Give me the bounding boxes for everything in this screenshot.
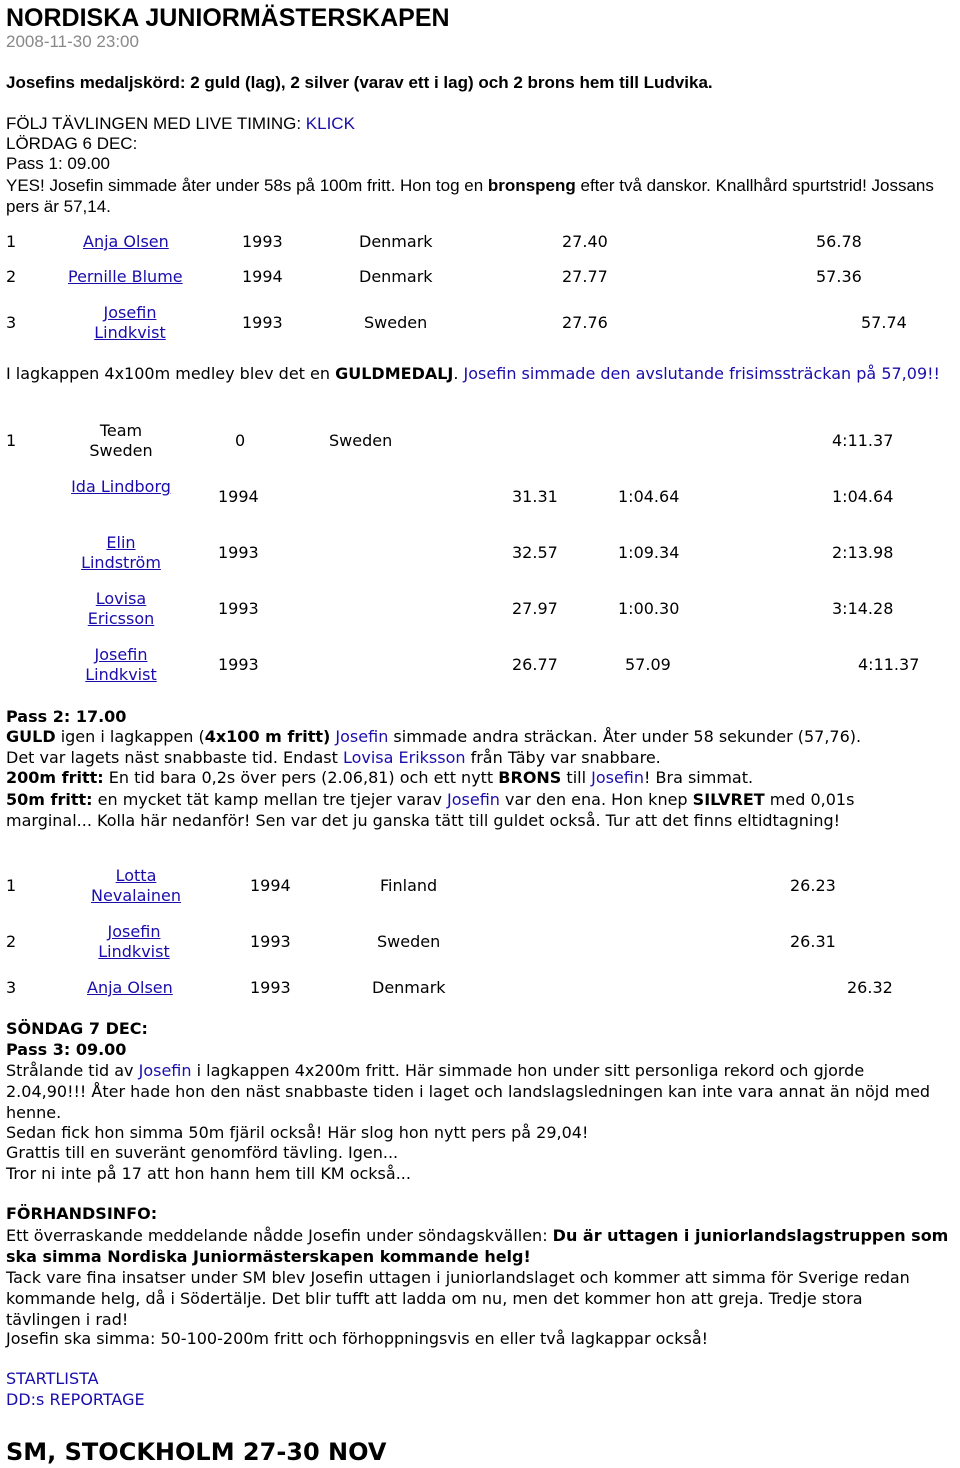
total-time: 4:11.37 (858, 655, 920, 674)
country: Denmark (359, 232, 433, 251)
country: Finland (380, 876, 438, 895)
text: i lagkappen 4x200m fritt. Här simmade hon under sitt personliga rekord och gjorde 2.04,90!!! Åter hade hon den näst snabbaste tiden i laget och landslagsledningen kan inte vara annat än nöjd med henne. (6, 1061, 931, 1122)
text: till (561, 768, 592, 787)
page-title: NORDISKA JUNIORMÄSTERSKAPEN (6, 4, 450, 32)
total-time: 3:14.28 (832, 599, 894, 618)
pass1-text-bold: bronspeng (487, 176, 576, 195)
leg-time: 1:09.34 (618, 543, 680, 562)
medal-summary: Josefins medaljskörd: 2 guld (lag), 2 silver (varav ett i lag) och 2 brons hem till Ludvika. (6, 73, 713, 92)
live-timing-label: FÖLJ TÄVLINGEN MED LIVE TIMING: (6, 114, 306, 133)
swimmer-link[interactable]: Lovisa Ericsson (87, 589, 155, 628)
time: 26.31 (790, 932, 836, 951)
time: 26.23 (790, 876, 836, 895)
swimmer-link[interactable]: Anja Olsen (87, 978, 173, 997)
event-label: 200m fritt: (6, 768, 104, 787)
gold-label: GULD (6, 727, 56, 746)
info-para2: Tack vare fina insatser under SM blev Josefin uttagen i juniorlandslaget och kommer att simma för Sverige redan kommande helg, då i Södertälje. Det blir tufft att ladda om nu, men det kommer hon att greja. Tredje stora tävlingen i rad! (6, 1268, 910, 1329)
josefin-link[interactable]: Josefin (447, 790, 500, 809)
leg-time: 1:04.64 (618, 487, 680, 506)
pass1-text-a: YES! Josefin simmade åter under 58s på 100m fritt. Hon tog en (6, 176, 488, 195)
text: var den ena. Hon knep (499, 790, 693, 809)
pass3-heading: Pass 3: 09.00 (6, 1040, 127, 1059)
swimmer-link[interactable]: Ida Lindborg (71, 477, 171, 496)
swimmer-link[interactable]: Anja Olsen (83, 232, 169, 251)
split: 27.40 (562, 232, 608, 251)
bronze-label: BRONS (498, 768, 562, 787)
year: 1993 (218, 599, 259, 618)
year: 1993 (218, 655, 259, 674)
country: Denmark (359, 267, 433, 286)
info-para3: Josefin ska simma: 50-100-200m fritt och förhoppningsvis en eller två lagkappar också! (6, 1329, 709, 1348)
lovisa-link[interactable]: Lovisa Eriksson (342, 748, 466, 767)
year: 1993 (250, 932, 291, 951)
split: 27.97 (512, 599, 558, 618)
total-time: 1:04.64 (832, 487, 894, 506)
split: 31.31 (512, 487, 558, 506)
year: 1993 (242, 313, 283, 332)
josefin-link[interactable]: Josefin (591, 768, 645, 787)
relay1-text-b: . (453, 364, 464, 383)
josefin-link[interactable]: Josefin (335, 727, 389, 746)
pass1-text (6, 175, 936, 217)
text: Strålande tid av (6, 1061, 139, 1080)
team-name: Team Sweden (89, 421, 153, 460)
country: Sweden (364, 313, 428, 332)
event-label: 4x100 m fritt) (204, 727, 331, 746)
swimmer-link[interactable]: Josefin Lindkvist (85, 645, 157, 684)
text: ! Bra simmat. (644, 768, 754, 787)
split: 26.77 (512, 655, 558, 674)
swimmer-link[interactable]: Josefin Lindkvist (98, 922, 170, 961)
country: Sweden (377, 932, 441, 951)
swimmer-link[interactable]: Elin Lindström (81, 533, 161, 572)
pass2-line1 (6, 727, 861, 747)
country: Sweden (329, 431, 393, 450)
text: Ett överraskande meddelande nådde Josefin under söndagskvällen: (6, 1226, 553, 1245)
leg-time: 1:00.30 (618, 599, 680, 618)
text: Det var lagets näst snabbaste tid. Endast (6, 748, 343, 767)
split: 32.57 (512, 543, 558, 562)
text: med 0,01s marginal... Kolla här nedanför! Sen var det ju ganska tätt till guldet också. Tur att det finns eltidtagning! (6, 790, 855, 830)
place: 2 (6, 932, 17, 951)
year: 1994 (218, 487, 259, 506)
place: 1 (6, 431, 17, 450)
startlista-link[interactable]: STARTLISTA (6, 1369, 99, 1388)
split: 27.77 (562, 267, 608, 286)
leg-time: 57.09 (625, 655, 671, 674)
info-para1 (6, 1225, 960, 1267)
text: simmade andra sträckan. Åter under 58 sekunder (57,76). (388, 727, 862, 746)
timestamp: 2008-11-30 23:00 (6, 32, 139, 51)
text: igen i lagkappen ( (55, 727, 205, 746)
year: 1994 (250, 876, 291, 895)
pass2-line3 (6, 768, 753, 788)
pass3-para1 (6, 1060, 941, 1123)
text: En tid bara 0,2s över pers (2.06,81) och ett nytt (103, 768, 499, 787)
reportage-link[interactable]: DD:s REPORTAGE (6, 1390, 145, 1409)
relay1-text-a: I lagkappen 4x100m medley blev det en (6, 364, 336, 383)
swimmer-link[interactable]: Josefin Lindkvist (94, 303, 166, 342)
place: 1 (6, 232, 17, 251)
year: 1993 (242, 232, 283, 251)
place: 1 (6, 876, 17, 895)
silver-label: SILVRET (692, 790, 765, 809)
time: 56.78 (816, 232, 862, 251)
pass3-para3: Grattis till en suveränt genomförd tävling. Igen... (6, 1143, 399, 1162)
pass2-line4 (6, 789, 941, 831)
relay1-text-bold: GULDMEDALJ (335, 364, 454, 383)
day1-heading: LÖRDAG 6 DEC: (6, 134, 138, 153)
year: 1993 (218, 543, 259, 562)
pass2-line2 (6, 748, 661, 768)
year: 0 (235, 431, 246, 450)
text: från Täby var snabbare. (465, 748, 661, 767)
announcement-bold: Du är uttagen i juniorlandslagstruppen som ska simma Nordiska Juniormästerskapen kommande helg! (6, 1226, 949, 1266)
time: 57.36 (816, 267, 862, 286)
place: 3 (6, 313, 17, 332)
split: 27.76 (562, 313, 608, 332)
day2-heading: SÖNDAG 7 DEC: (6, 1019, 148, 1038)
relay1-text (6, 364, 946, 384)
pass3-para2: Sedan fick hon simma 50m fjäril också! Här slog hon nytt pers på 29,04! (6, 1123, 589, 1142)
year: 1993 (250, 978, 291, 997)
section-title-sm: SM, STOCKHOLM 27-30 NOV (6, 1438, 387, 1466)
event-label: 50m fritt: (6, 790, 93, 809)
swimmer-link[interactable]: Pernille Blume (68, 267, 183, 286)
time: 4:11.37 (832, 431, 894, 450)
swimmer-link[interactable]: Lotta Nevalainen (91, 866, 181, 905)
time: 57.74 (861, 313, 907, 332)
pass1-heading: Pass 1: 09.00 (6, 154, 110, 173)
info-heading: FÖRHANDSINFO: (6, 1204, 158, 1223)
live-timing-link[interactable]: KLICK (305, 114, 355, 133)
pass1-text-b: efter två danskor. Knallhård spurtstrid! Jossans pers är 57,14. (6, 176, 934, 216)
live-timing-line (6, 114, 355, 134)
time: 26.32 (847, 978, 893, 997)
pass2-heading: Pass 2: 17.00 (6, 707, 127, 726)
pass3-para4: Tror ni inte på 17 att hon hann hem till KM också... (6, 1164, 411, 1183)
place: 2 (6, 267, 17, 286)
total-time: 2:13.98 (832, 543, 894, 562)
josefin-link[interactable]: Josefin (138, 1061, 192, 1080)
country: Denmark (372, 978, 446, 997)
year: 1994 (242, 267, 283, 286)
place: 3 (6, 978, 17, 997)
text: en mycket tät kamp mellan tre tjejer varav (92, 790, 448, 809)
relay1-text-link[interactable]: Josefin simmade den avslutande frisimssträckan på 57,09!! (463, 364, 940, 383)
